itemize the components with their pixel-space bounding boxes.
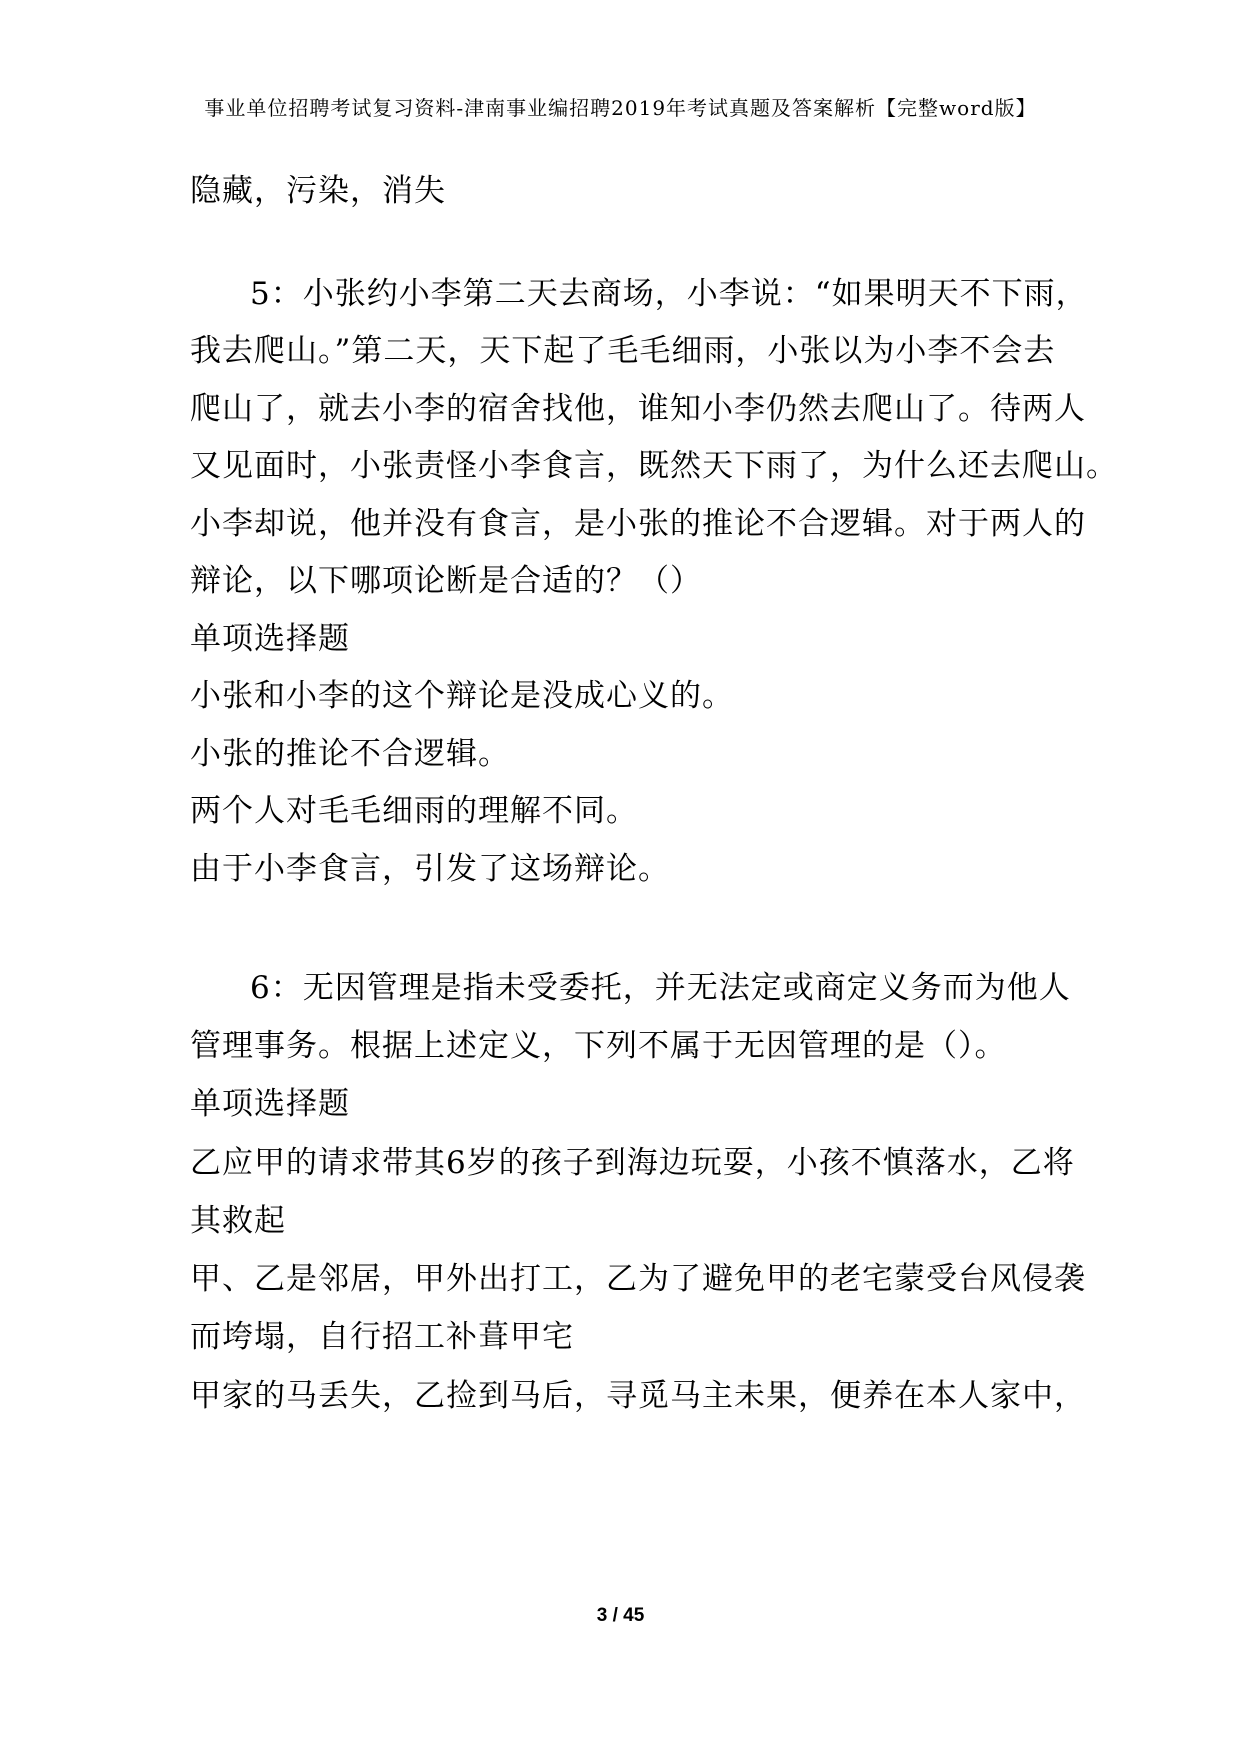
- q5-question-type: 单项选择题: [190, 621, 350, 657]
- q6-stem-line: 管理事务。根据上述定义，下列不属于无因管理的是（）。: [190, 1028, 1007, 1064]
- q5-option: 由于小李食言，引发了这场辩论。: [190, 851, 670, 887]
- page-header: 事业单位招聘考试复习资料-津南事业编招聘2019年考试真题及答案解析【完整word版】: [204, 96, 1037, 120]
- q6-option-line: 而垮塌，自行招工补葺甲宅: [190, 1319, 574, 1355]
- q5-stem-line: 5：小张约小李第二天去商场，小李说：“如果明天不下雨，: [250, 276, 1088, 312]
- q6-option-line: 乙应甲的请求带其6岁的孩子到海边玩耍，小孩不慎落水，乙将: [190, 1145, 1075, 1181]
- q6-question-type: 单项选择题: [190, 1086, 350, 1122]
- previous-answer-tail: 隐藏，污染，消失: [190, 173, 446, 209]
- q5-stem-line: 我去爬山。”第二天，天下起了毛毛细雨，小张以为小李不会去: [190, 333, 1056, 369]
- q5-option: 小张的推论不合逻辑。: [190, 736, 510, 772]
- page-number: 3 / 45: [596, 1605, 645, 1626]
- q5-stem-line: 小李却说，他并没有食言，是小张的推论不合逻辑。对于两人的: [190, 506, 1086, 542]
- q5-option: 小张和小李的这个辩论是没成心义的。: [190, 678, 734, 714]
- q5-stem-line: 爬山了，就去小李的宿舍找他，谁知小李仍然去爬山了。待两人: [190, 391, 1086, 427]
- q5-stem-line: 辩论，以下哪项论断是合适的？（）: [190, 563, 702, 599]
- q6-option-line: 甲、乙是邻居，甲外出打工，乙为了避免甲的老宅蒙受台风侵袭: [190, 1261, 1086, 1297]
- q6-stem-line: 6：无因管理是指未受委托，并无法定或商定义务而为他人: [250, 970, 1071, 1006]
- q5-option: 两个人对毛毛细雨的理解不同。: [190, 793, 638, 829]
- q6-option-line: 其救起: [190, 1203, 286, 1239]
- q5-stem-line: 又见面时，小张责怪小李食言，既然天下雨了，为什么还去爬山。: [190, 448, 1118, 484]
- q6-option-line: 甲家的马丢失，乙捡到马后，寻觅马主未果，便养在本人家中，: [190, 1378, 1086, 1414]
